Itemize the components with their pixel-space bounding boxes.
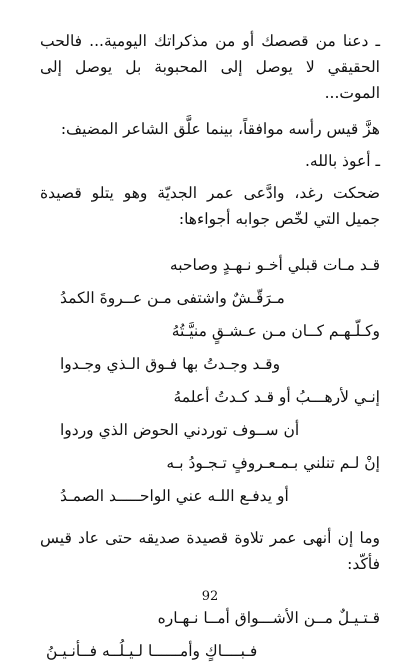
paragraph-1: ـ دعنا من قصصك أو من مذكراتك اليومية... فالحب الحقيقي لا يوصل إلى المحبوبة بل يوصل إلى الموت... (40, 32, 380, 102)
poem-line: قـتـيـلٌ مــن الأشـــواق أمــا نـهـاره (157, 609, 380, 627)
poem-2 (40, 605, 380, 664)
poem-line: وكـلّـهـم كــان مـن عـشـقٍ منيَّـتُهُ (171, 322, 380, 340)
poem-line: فـبــــاكٍ وأمــــــا لـيـلُــه فــأنـيـنُ (46, 642, 258, 660)
paragraph-3: ـ أعوذ بالله. (305, 152, 380, 170)
poem-line: قـد مـات قبلي أخـو نـهـدٍ وصاحبه (169, 256, 380, 274)
paragraph-4: ضحكت رغد، وادَّعى عمر الجديّة وهو يتلو قصيدة جميل التي لخّص جوابه أجواءها: (40, 184, 380, 228)
transition-paragraph: وما إن أنهى عمر تلاوة قصيدة صديقه حتى عاد قيس فأكّد: (40, 529, 380, 573)
poem-1 (40, 252, 380, 509)
poem-line: مـرَقّـشٌ واشتفى مـن عــروةَ الكمدُ (60, 289, 285, 307)
document-page (40, 28, 380, 671)
paragraph-2: هزَّ قيس رأسه موافقاً، بينما علَّق الشاعر المضيف: (60, 120, 380, 138)
poem-line: وقـد وجـدتُ بها فـوق الـذي وجـدوا (60, 355, 281, 373)
poem-line: إنْ لـم تنلني بـمـعـروفٍ تـجـودُ بـه (166, 454, 380, 472)
poem-line: أن ســوف توردني الحوض الذي وردوا (60, 421, 300, 439)
page-number: 92 (201, 589, 219, 604)
poem-line: أو يدفـع اللـه عني الواحـــــد الصمـدُ (60, 487, 289, 505)
poem-line: إنـي لأرهـــبُ أو قـد كـدتُ أعلمهُ (173, 388, 380, 406)
